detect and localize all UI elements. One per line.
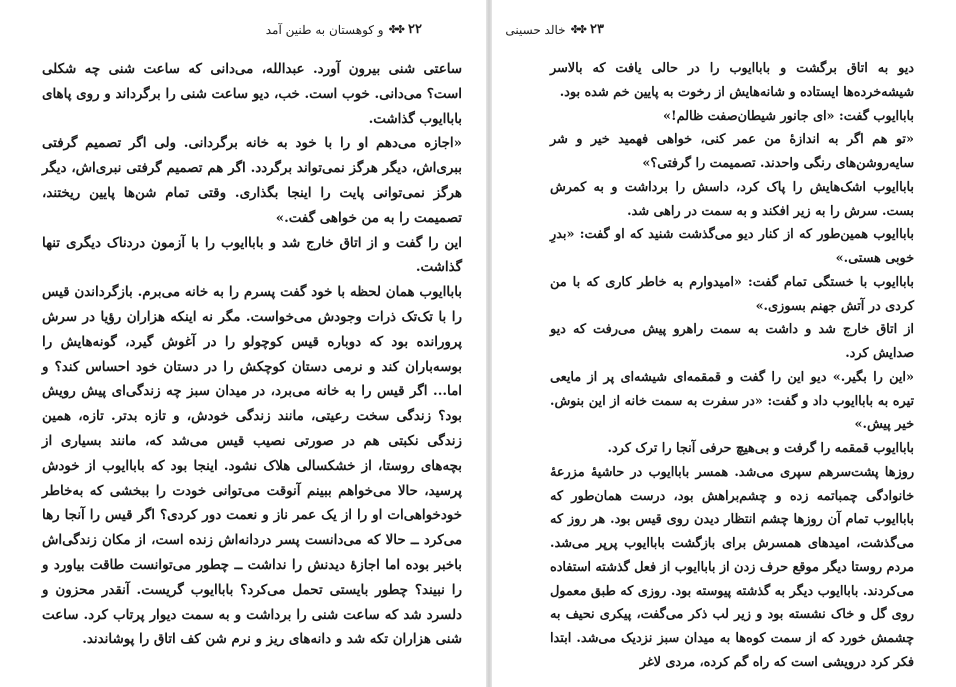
right-page-body (550, 57, 914, 675)
right-page-header (505, 22, 604, 37)
ornament-icon: ✤✤ (388, 23, 404, 36)
paragraph: «این را بگیر.» دیو این را گفت و قمقمه‌ای شیشه‌ای پر از مایعی تیره به باباایوب داد و گفت: «در سفرت به سمت خانه از این بنوش. خیر پیش.» (550, 369, 914, 433)
paragraph: «تو هم اگر به اندازهٔ من عمر کنی، خواهی فهمید خیر و شر سایه‌روشن‌های رنگی واحدند. تصمیمت را گرفتی؟» (550, 132, 914, 171)
paragraph: روزها پشت‌سرهم سپری می‌شد. همسر باباایوب در حاشیهٔ مزرعهٔ خانوادگی چمباتمه زده و چشم‌براهش بود، درست همان‌طور که باباایوب تمام آن روزها چشم انتظار دیدن روی قیس بود. هر روز که می‌گذشت، امیدهای همسرش برای بازگشت باباایوب پرپر می‌شد. مردم روستا دیگر موقع حرف زدن از باباایوب از فعل گذشته استفاده می‌کردند. باباایوب دیگر به گذشته پیوسته بود. روزی که طبق معمول روی گل و خاک نشسته بود و زیر لب ذکر می‌گفت، پیکری نحیف به چشمش خورد که از سمت کوه‌ها به میدان سبز نزدیک می‌شد. ابتدا فکر کرد درویشی است که راه گم کرده، مردی لاغر (550, 464, 914, 670)
paragraph: ساعتی شنی بیرون آورد. عبدالله، می‌دانی که ساعت شنی چه شکلی است؟ می‌دانی. خوب است. خب، دیو ساعت شنی را برگرداند و روی پاهای باباایوب گذاشت. (42, 61, 462, 127)
paragraph: «اجازه می‌دهم او را با خود به خانه برگردانی. ولی اگر تصمیم گرفتی ببری‌اش، دیگر هرگز نمی‌تواند برگردد. اگر هم تصمیم گرفتی نبری‌اش، دیگر هرگز نمی‌توانی پایت را اینجا بگذاری. وقتی تمام شن‌ها پایین ریختند، تصمیمت را به من خواهی گفت.» (42, 135, 462, 226)
ornament-icon: ✤✤ (570, 23, 586, 36)
paragraph: باباایوب اشک‌هایش را پاک کرد، داسش را برداشت و به کمرش بست. سرش را به زیر افکند و به سمت در راهی شد. (550, 179, 914, 219)
paragraph: این را گفت و از اتاق خارج شد و باباایوب را با آزمون دردناک دیگری تنها گذاشت. (42, 234, 462, 276)
running-title: و کوهستان به طنین آمد (265, 22, 384, 37)
left-page-header (266, 22, 422, 37)
page-number: ۲۳ (590, 22, 604, 37)
left-page-body (42, 57, 462, 652)
paragraph: باباایوب همین‌طور که از کنار دیو می‌گذشت شنید که او گفت: «بدرِ خوبی هستی.» (550, 227, 914, 266)
page-number: ۲۲ (408, 22, 422, 37)
paragraph: باباایوب همان لحظه با خود گفت پسرم را به خانه می‌برم. بازگرداندن قیس را با تک‌تک ذرات وجودش می‌خواست. مگر نه اینکه هزاران رؤیا در سرش پرورانده بود که دوباره قیس کوچولو را در آغوش گیرد، گونه‌هایش را بوسه‌باران کند و نرمی دستان کوچکش را در دستان خود احساس کند؟ و اما... اگر قیس را به خانه می‌برد، در میدان سبز چه زندگی‌ای پیش رویش بود؟ زندگی سخت رعیتی، مانند زندگی خودش، و تازه بدتر. تازه، همین زندگی نکبتی هم در صورتی نصیب قیس می‌شد که، مانند بسیاری از بچه‌های روستا، از خشکسالی هلاک نشود. اینجا بود که باباایوب از خودش پرسید، حالا می‌خواهم ببینم آنوقت می‌توانی خودت را ببخشی که به‌خاطر خودخواهی‌ات او را از یک عمر ناز و نعمت دور کردی؟ اگر قیس را آنجا رها می‌کرد ــ حالا که می‌دانست پسر دردانه‌اش زنده است، از مکان زندگی‌اش باخبر بوده اما اجازهٔ دیدنش را نداشت ــ چطور می‌توانست طاقت بیاورد و را نبیند؟ چطور بایستی تحمل می‌کرد؟ باباایوب گریست. آنقدر محزون و دلسرد شد که ساعت شنی را برداشت و به سمت دیوار پرتاب کرد. ساعت شنی هزاران تکه شد و دانه‌های ریز و نرم شن کف اتاق را پوشاندند. (42, 284, 462, 648)
right-page (492, 0, 956, 687)
paragraph: باباایوب با خستگی تمام گفت: «امیدوارم به خاطر کاری که با من کردی در آتش جهنم بسوزی.» (550, 274, 914, 314)
paragraph: باباایوب گفت: «ای جانور شیطان‌صفت ظالم!» (663, 108, 914, 124)
paragraph: از اتاق خارج شد و داشت به سمت راهرو پیش می‌رفت که دیو صدایش کرد. (550, 322, 914, 361)
paragraph: باباایوب قمقمه را گرفت و بی‌هیچ حرفی آنجا را ترک کرد. (607, 441, 914, 456)
running-title: خالد حسینی (505, 22, 566, 37)
paragraph: دیو به اتاق برگشت و باباایوب را در حالی یافت که بالاسر شیشه‌خرده‌ها ایستاده و شانه‌هایش از رخوت به پایین خم شده بود. (550, 61, 914, 100)
